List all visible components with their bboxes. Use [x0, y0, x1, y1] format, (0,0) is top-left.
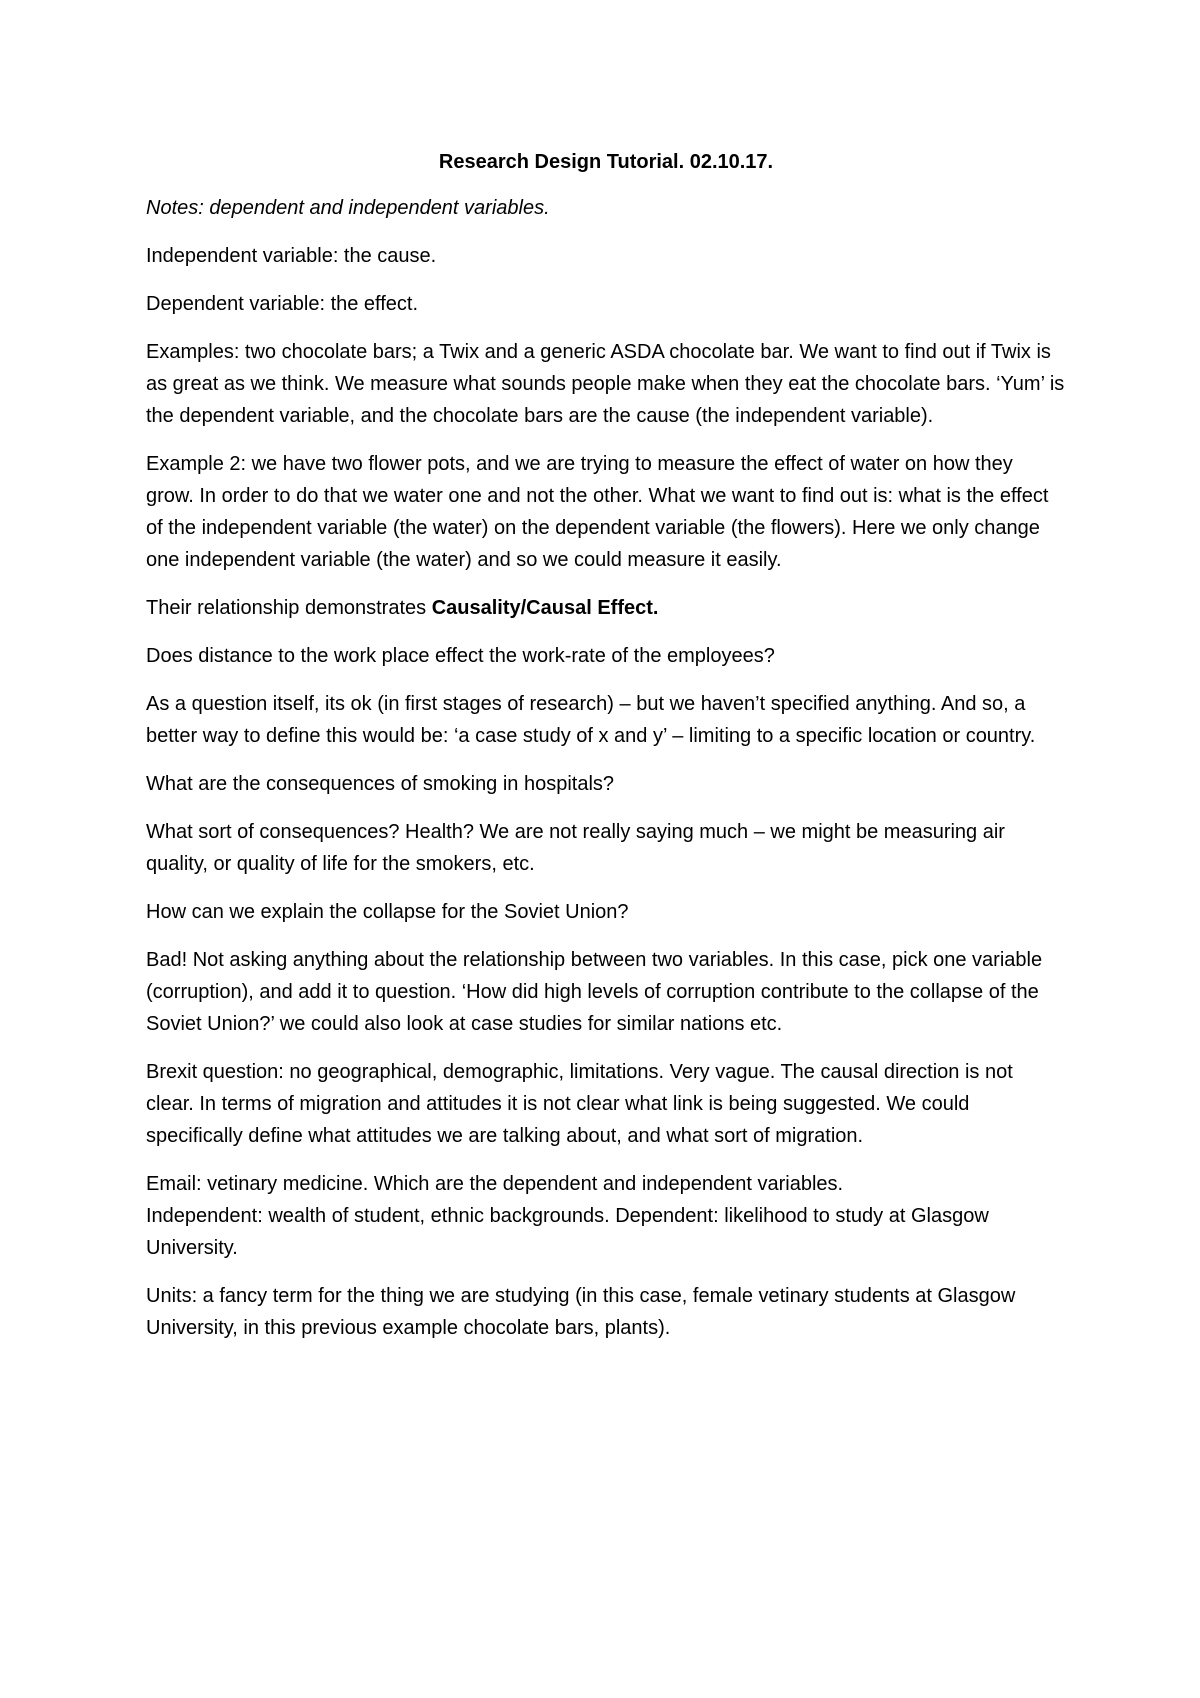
- smoking-question: What are the consequences of smoking in hospitals?: [146, 773, 615, 795]
- brexit-question-comment: Brexit question: no geographical, demographic, limitations. Very vague. The causal direction is not clear. In terms of migration and attitudes it is not clear what link is being suggested. We could specifically define what attitudes we are talking about, and what sort of migration.: [146, 1061, 1013, 1147]
- notes-heading: Notes: dependent and independent variables.: [146, 197, 550, 219]
- independent-variable-definition: Independent variable: the cause.: [146, 245, 437, 267]
- email-topic-line: Email: vetinary medicine. Which are the dependent and independent variables.: [146, 1173, 844, 1195]
- soviet-union-question-comment: Bad! Not asking anything about the relationship between two variables. In this case, pick one variable (corruption), and add it to question. ‘How did high levels of corruption contribute to the collapse of the Soviet Union?’ we could also look at case studies for similar nations etc.: [146, 949, 1043, 1035]
- soviet-union-question: How can we explain the collapse for the Soviet Union?: [146, 901, 629, 923]
- email-paragraph: [146, 1168, 1066, 1264]
- units-definition: Units: a fancy term for the thing we are studying (in this case, female vetinary students at Glasgow University, in this previous example chocolate bars, plants).: [146, 1285, 1016, 1339]
- dependent-variable-definition: Dependent variable: the effect.: [146, 293, 419, 315]
- workplace-question: Does distance to the work place effect the work-rate of the employees?: [146, 645, 775, 667]
- causality-paragraph: [146, 592, 1066, 624]
- email-variables-line: Independent: wealth of student, ethnic backgrounds. Dependent: likelihood to study at Glasgow University.: [146, 1205, 989, 1259]
- smoking-question-comment: What sort of consequences? Health? We are not really saying much – we might be measuring air quality, or quality of life for the smokers, etc.: [146, 821, 1005, 875]
- causality-term: Causality/Causal Effect.: [431, 597, 659, 619]
- causality-lead-text: Their relationship demonstrates: [146, 597, 432, 619]
- document-title: Research Design Tutorial. 02.10.17.: [438, 151, 774, 173]
- flower-pot-example: Example 2: we have two flower pots, and we are trying to measure the effect of water on how they grow. In order to do that we water one and not the other. What we want to find out is: what is the effect of the independent variable (the water) on the dependent variable (the flowers). Here we only change one independent variable (the water) and so we could measure it easily.: [146, 453, 1049, 571]
- workplace-question-comment: As a question itself, its ok (in first stages of research) – but we haven’t specified anything. And so, a better way to define this would be: ‘a case study of x and y’ – limiting to a specific location or country.: [146, 693, 1036, 747]
- chocolate-bar-example: Examples: two chocolate bars; a Twix and a generic ASDA chocolate bar. We want to find out if Twix is as great as we think. We measure what sounds people make when they eat the chocolate bars. ‘Yum’ is the dependent variable, and the chocolate bars are the cause (the independent variable).: [146, 341, 1065, 427]
- document-body: [146, 146, 1066, 1360]
